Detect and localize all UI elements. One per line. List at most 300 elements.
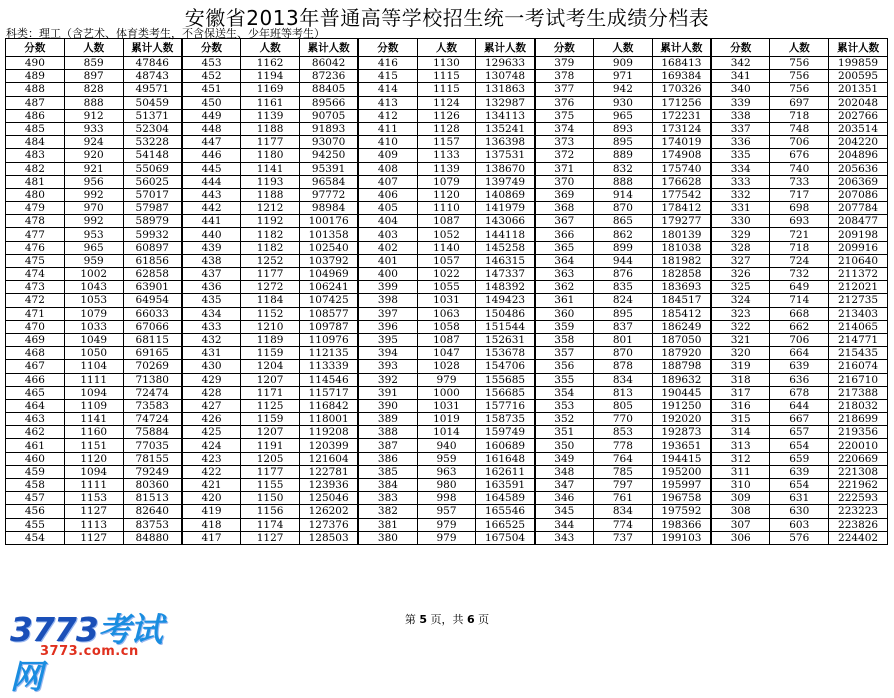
table-cell: 447 <box>182 136 241 149</box>
table-cell: 486 <box>6 109 65 122</box>
table-cell: 416 <box>358 57 417 70</box>
table-cell: 365 <box>535 241 594 254</box>
table-cell: 190445 <box>652 386 711 399</box>
table-row <box>6 465 888 478</box>
table-cell: 401 <box>358 254 417 267</box>
table-cell: 1153 <box>64 492 123 505</box>
table-cell: 489 <box>6 70 65 83</box>
table-cell: 216710 <box>829 373 888 386</box>
table-cell: 479 <box>6 202 65 215</box>
table-cell: 207784 <box>829 202 888 215</box>
table-cell: 468 <box>6 347 65 360</box>
table-cell: 467 <box>6 360 65 373</box>
table-cell: 95391 <box>299 162 358 175</box>
table-cell: 154706 <box>476 360 535 373</box>
table-cell: 345 <box>535 505 594 518</box>
table-cell: 1111 <box>64 479 123 492</box>
table-cell: 1184 <box>241 294 300 307</box>
table-cell: 163591 <box>476 479 535 492</box>
table-cell: 57017 <box>123 188 182 201</box>
table-cell: 461 <box>6 439 65 452</box>
table-cell: 220669 <box>829 452 888 465</box>
table-cell: 114546 <box>299 373 358 386</box>
table-cell: 56025 <box>123 175 182 188</box>
table-cell: 201351 <box>829 83 888 96</box>
table-cell: 83753 <box>123 518 182 531</box>
table-cell: 358 <box>535 333 594 346</box>
table-cell: 344 <box>535 518 594 531</box>
table-cell: 313 <box>711 439 770 452</box>
table-cell: 1141 <box>241 162 300 175</box>
table-cell: 217388 <box>829 386 888 399</box>
table-cell: 101358 <box>299 228 358 241</box>
table-cell: 1014 <box>417 426 476 439</box>
table-cell: 455 <box>6 518 65 531</box>
table-cell: 970 <box>64 202 123 215</box>
table-cell: 756 <box>770 70 829 83</box>
table-cell: 326 <box>711 268 770 281</box>
table-cell: 176628 <box>652 175 711 188</box>
table-cell: 1094 <box>64 465 123 478</box>
table-cell: 197592 <box>652 505 711 518</box>
table-cell: 221308 <box>829 465 888 478</box>
table-cell: 306 <box>711 531 770 544</box>
table-row <box>6 202 888 215</box>
table-cell: 1022 <box>417 268 476 281</box>
table-row <box>6 307 888 320</box>
table-row <box>6 149 888 162</box>
table-cell: 1207 <box>241 373 300 386</box>
table-cell: 835 <box>593 281 652 294</box>
table-cell: 1111 <box>64 373 123 386</box>
table-cell: 116842 <box>299 399 358 412</box>
table-cell: 437 <box>182 268 241 281</box>
table-cell: 167504 <box>476 531 535 544</box>
table-cell: 837 <box>593 320 652 333</box>
table-cell: 1150 <box>241 492 300 505</box>
table-cell: 1120 <box>64 452 123 465</box>
table-cell: 756 <box>770 57 829 70</box>
table-cell: 98984 <box>299 202 358 215</box>
table-cell: 992 <box>64 215 123 228</box>
table-cell: 714 <box>770 294 829 307</box>
table-cell: 408 <box>358 162 417 175</box>
table-cell: 429 <box>182 373 241 386</box>
table-cell: 1139 <box>417 162 476 175</box>
table-cell: 338 <box>711 109 770 122</box>
table-cell: 307 <box>711 518 770 531</box>
table-cell: 979 <box>417 531 476 544</box>
table-cell: 148392 <box>476 281 535 294</box>
table-cell: 718 <box>770 241 829 254</box>
table-cell: 221962 <box>829 479 888 492</box>
table-cell: 75884 <box>123 426 182 439</box>
table-cell: 202766 <box>829 109 888 122</box>
table-cell: 412 <box>358 109 417 122</box>
table-cell: 214065 <box>829 320 888 333</box>
table-cell: 174908 <box>652 149 711 162</box>
table-cell: 421 <box>182 479 241 492</box>
table-cell: 426 <box>182 413 241 426</box>
table-cell: 664 <box>770 347 829 360</box>
table-cell: 407 <box>358 175 417 188</box>
table-cell: 153678 <box>476 347 535 360</box>
table-cell: 466 <box>6 373 65 386</box>
table-cell: 862 <box>593 228 652 241</box>
table-cell: 399 <box>358 281 417 294</box>
table-cell: 112135 <box>299 347 358 360</box>
table-cell: 395 <box>358 333 417 346</box>
table-cell: 940 <box>417 439 476 452</box>
table-cell: 323 <box>711 307 770 320</box>
table-cell: 1193 <box>241 175 300 188</box>
table-cell: 1133 <box>417 149 476 162</box>
table-cell: 372 <box>535 149 594 162</box>
table-cell: 350 <box>535 439 594 452</box>
table-cell: 143066 <box>476 215 535 228</box>
table-cell: 62858 <box>123 268 182 281</box>
table-cell: 1130 <box>417 57 476 70</box>
table-cell: 1156 <box>241 505 300 518</box>
table-row <box>6 333 888 346</box>
table-cell: 1174 <box>241 518 300 531</box>
table-cell: 414 <box>358 83 417 96</box>
table-cell: 450 <box>182 96 241 109</box>
footer-prefix: 第 <box>404 613 416 626</box>
table-cell: 443 <box>182 188 241 201</box>
table-cell: 48743 <box>123 70 182 83</box>
table-cell: 404 <box>358 215 417 228</box>
table-cell: 192873 <box>652 426 711 439</box>
table-cell: 484 <box>6 136 65 149</box>
table-cell: 770 <box>593 413 652 426</box>
table-cell: 1182 <box>241 228 300 241</box>
table-cell: 444 <box>182 175 241 188</box>
table-cell: 349 <box>535 452 594 465</box>
table-cell: 630 <box>770 505 829 518</box>
table-cell: 378 <box>535 70 594 83</box>
table-cell: 125046 <box>299 492 358 505</box>
column-header: 人数 <box>417 39 476 57</box>
table-cell: 204896 <box>829 149 888 162</box>
table-cell: 209198 <box>829 228 888 241</box>
table-cell: 870 <box>593 347 652 360</box>
table-cell: 1159 <box>241 347 300 360</box>
table-cell: 147337 <box>476 268 535 281</box>
table-cell: 394 <box>358 347 417 360</box>
table-cell: 61856 <box>123 254 182 267</box>
table-cell: 381 <box>358 518 417 531</box>
table-cell: 113339 <box>299 360 358 373</box>
column-header: 人数 <box>64 39 123 57</box>
table-cell: 348 <box>535 465 594 478</box>
table-cell: 357 <box>535 347 594 360</box>
column-header: 分数 <box>182 39 241 57</box>
table-cell: 120399 <box>299 439 358 452</box>
table-cell: 91893 <box>299 122 358 135</box>
table-cell: 1094 <box>64 386 123 399</box>
table-cell: 140869 <box>476 188 535 201</box>
table-cell: 756 <box>770 83 829 96</box>
table-cell: 131863 <box>476 83 535 96</box>
table-cell: 104969 <box>299 268 358 281</box>
table-cell: 1204 <box>241 360 300 373</box>
table-cell: 1212 <box>241 202 300 215</box>
table-cell: 175740 <box>652 162 711 175</box>
table-cell: 737 <box>593 531 652 544</box>
table-cell: 135241 <box>476 122 535 135</box>
table-cell: 933 <box>64 122 123 135</box>
table-row <box>6 83 888 96</box>
table-cell: 470 <box>6 320 65 333</box>
table-cell: 137531 <box>476 149 535 162</box>
table-cell: 97772 <box>299 188 358 201</box>
table-cell: 475 <box>6 254 65 267</box>
table-cell: 912 <box>64 109 123 122</box>
table-cell: 1126 <box>417 109 476 122</box>
table-cell: 206369 <box>829 175 888 188</box>
table-cell: 355 <box>535 373 594 386</box>
table-row <box>6 268 888 281</box>
table-cell: 86042 <box>299 57 358 70</box>
table-cell: 340 <box>711 83 770 96</box>
table-cell: 402 <box>358 241 417 254</box>
table-cell: 1079 <box>64 307 123 320</box>
table-cell: 70269 <box>123 360 182 373</box>
table-row <box>6 136 888 149</box>
table-cell: 895 <box>593 136 652 149</box>
table-cell: 115717 <box>299 386 358 399</box>
table-cell: 373 <box>535 136 594 149</box>
table-cell: 109787 <box>299 320 358 333</box>
table-cell: 405 <box>358 202 417 215</box>
table-cell: 472 <box>6 294 65 307</box>
score-table <box>5 38 888 545</box>
table-cell: 463 <box>6 413 65 426</box>
table-cell: 314 <box>711 426 770 439</box>
table-cell: 383 <box>358 492 417 505</box>
table-cell: 834 <box>593 505 652 518</box>
table-cell: 150486 <box>476 307 535 320</box>
table-cell: 422 <box>182 465 241 478</box>
table-cell: 411 <box>358 122 417 135</box>
table-cell: 216074 <box>829 360 888 373</box>
column-header: 分数 <box>535 39 594 57</box>
table-cell: 335 <box>711 149 770 162</box>
table-cell: 138670 <box>476 162 535 175</box>
table-cell: 149423 <box>476 294 535 307</box>
table-cell: 920 <box>64 149 123 162</box>
table-cell: 418 <box>182 518 241 531</box>
table-cell: 1205 <box>241 452 300 465</box>
table-cell: 944 <box>593 254 652 267</box>
table-cell: 192020 <box>652 413 711 426</box>
table-row <box>6 96 888 109</box>
table-cell: 1057 <box>417 254 476 267</box>
table-cell: 315 <box>711 413 770 426</box>
table-cell: 87236 <box>299 70 358 83</box>
table-cell: 774 <box>593 518 652 531</box>
table-cell: 889 <box>593 149 652 162</box>
table-cell: 318 <box>711 373 770 386</box>
table-cell: 659 <box>770 452 829 465</box>
table-cell: 451 <box>182 83 241 96</box>
table-cell: 644 <box>770 399 829 412</box>
table-cell: 126202 <box>299 505 358 518</box>
table-cell: 331 <box>711 202 770 215</box>
table-row <box>6 215 888 228</box>
site-logo-watermark <box>6 602 176 696</box>
table-cell: 204220 <box>829 136 888 149</box>
table-cell: 84880 <box>123 531 182 544</box>
table-cell: 106241 <box>299 281 358 294</box>
table-cell: 417 <box>182 531 241 544</box>
table-cell: 193651 <box>652 439 711 452</box>
table-cell: 853 <box>593 426 652 439</box>
table-cell: 1104 <box>64 360 123 373</box>
table-cell: 897 <box>64 70 123 83</box>
table-cell: 64954 <box>123 294 182 307</box>
table-cell: 136398 <box>476 136 535 149</box>
table-cell: 119208 <box>299 426 358 439</box>
table-cell: 213403 <box>829 307 888 320</box>
table-cell: 464 <box>6 399 65 412</box>
table-cell: 152631 <box>476 333 535 346</box>
table-cell: 1155 <box>241 479 300 492</box>
table-cell: 639 <box>770 465 829 478</box>
table-cell: 1050 <box>64 347 123 360</box>
table-cell: 764 <box>593 452 652 465</box>
table-cell: 724 <box>770 254 829 267</box>
table-cell: 308 <box>711 505 770 518</box>
table-cell: 354 <box>535 386 594 399</box>
table-cell: 471 <box>6 307 65 320</box>
table-cell: 698 <box>770 202 829 215</box>
table-cell: 139749 <box>476 175 535 188</box>
column-header: 分数 <box>711 39 770 57</box>
table-cell: 706 <box>770 333 829 346</box>
table-cell: 47846 <box>123 57 182 70</box>
table-cell: 1127 <box>64 505 123 518</box>
table-cell: 420 <box>182 492 241 505</box>
table-cell: 342 <box>711 57 770 70</box>
table-cell: 162611 <box>476 465 535 478</box>
table-cell: 478 <box>6 215 65 228</box>
table-cell: 319 <box>711 360 770 373</box>
table-cell: 67066 <box>123 320 182 333</box>
table-cell: 778 <box>593 439 652 452</box>
table-row <box>6 320 888 333</box>
table-cell: 930 <box>593 96 652 109</box>
table-cell: 377 <box>535 83 594 96</box>
table-cell: 172231 <box>652 109 711 122</box>
table-cell: 1272 <box>241 281 300 294</box>
table-cell: 155685 <box>476 373 535 386</box>
table-cell: 434 <box>182 307 241 320</box>
logo-url: 3773.com.cn <box>40 644 139 659</box>
table-cell: 1043 <box>64 281 123 294</box>
table-cell: 179277 <box>652 215 711 228</box>
table-row <box>6 452 888 465</box>
table-cell: 895 <box>593 307 652 320</box>
table-cell: 924 <box>64 136 123 149</box>
table-row <box>6 492 888 505</box>
table-cell: 352 <box>535 413 594 426</box>
table-cell: 430 <box>182 360 241 373</box>
table-cell: 959 <box>417 452 476 465</box>
table-cell: 631 <box>770 492 829 505</box>
table-cell: 436 <box>182 281 241 294</box>
table-cell: 979 <box>417 518 476 531</box>
table-cell: 480 <box>6 188 65 201</box>
table-cell: 174019 <box>652 136 711 149</box>
table-cell: 320 <box>711 347 770 360</box>
table-cell: 370 <box>535 175 594 188</box>
table-cell: 186249 <box>652 320 711 333</box>
table-cell: 88405 <box>299 83 358 96</box>
table-cell: 371 <box>535 162 594 175</box>
table-cell: 122781 <box>299 465 358 478</box>
table-cell: 205636 <box>829 162 888 175</box>
table-cell: 211372 <box>829 268 888 281</box>
table-cell: 361 <box>535 294 594 307</box>
table-cell: 1019 <box>417 413 476 426</box>
table-cell: 327 <box>711 254 770 267</box>
table-cell: 169384 <box>652 70 711 83</box>
table-cell: 1169 <box>241 83 300 96</box>
table-cell: 878 <box>593 360 652 373</box>
table-cell: 828 <box>64 83 123 96</box>
table-cell: 458 <box>6 479 65 492</box>
table-cell: 449 <box>182 109 241 122</box>
table-cell: 424 <box>182 439 241 452</box>
table-cell: 953 <box>64 228 123 241</box>
table-cell: 58979 <box>123 215 182 228</box>
table-cell: 194415 <box>652 452 711 465</box>
table-cell: 168413 <box>652 57 711 70</box>
table-cell: 191250 <box>652 399 711 412</box>
table-cell: 187920 <box>652 347 711 360</box>
table-cell: 654 <box>770 439 829 452</box>
table-cell: 369 <box>535 188 594 201</box>
table-cell: 965 <box>593 109 652 122</box>
table-cell: 1055 <box>417 281 476 294</box>
table-row <box>6 505 888 518</box>
table-cell: 144118 <box>476 228 535 241</box>
table-cell: 460 <box>6 452 65 465</box>
table-cell: 63901 <box>123 281 182 294</box>
table-cell: 51371 <box>123 109 182 122</box>
table-cell: 410 <box>358 136 417 149</box>
table-cell: 888 <box>64 96 123 109</box>
table-cell: 432 <box>182 333 241 346</box>
table-cell: 1210 <box>241 320 300 333</box>
table-row <box>6 439 888 452</box>
table-cell: 419 <box>182 505 241 518</box>
table-cell: 102540 <box>299 241 358 254</box>
table-cell: 332 <box>711 188 770 201</box>
column-header: 累计人数 <box>476 39 535 57</box>
table-cell: 78155 <box>123 452 182 465</box>
table-row <box>6 228 888 241</box>
table-cell: 1002 <box>64 268 123 281</box>
table-cell: 159749 <box>476 426 535 439</box>
table-cell: 805 <box>593 399 652 412</box>
table-cell: 166525 <box>476 518 535 531</box>
table-cell: 160689 <box>476 439 535 452</box>
table-cell: 356 <box>535 360 594 373</box>
table-cell: 390 <box>358 399 417 412</box>
